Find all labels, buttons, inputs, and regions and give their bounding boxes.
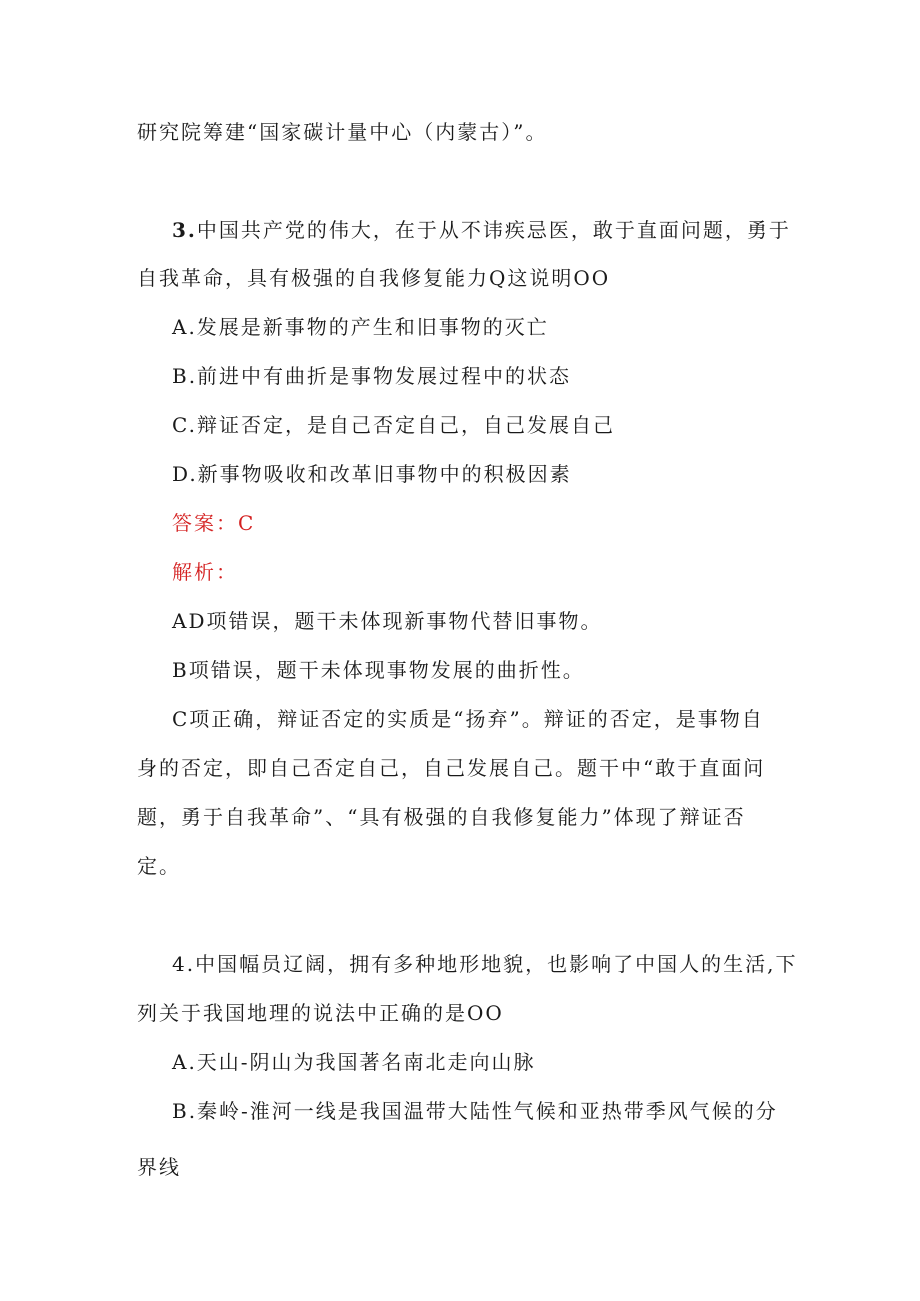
question-3-answer bbox=[172, 509, 255, 537]
question-3-analysis-2: B项错误，题干未体现事物发展的曲折性。 bbox=[172, 658, 585, 682]
question-4-option-b-line-1: B.秦岭-淮河一线是我国温带大陆性气候和亚热带季风气候的分 bbox=[172, 1099, 778, 1123]
question-3-stem-line-2: 自我革命，具有极强的自我修复能力Q这说明OO bbox=[137, 266, 611, 290]
intro-text: 研究院筹建“国家碳计量中心（内蒙古）”。 bbox=[137, 120, 548, 144]
question-3-analysis-3-line-2: 身的否定，即自己否定自己，自己发展自己。题干中“敢于直面问 bbox=[137, 756, 766, 780]
question-3-option-d: D.新事物吸收和改革旧事物中的积极因素 bbox=[172, 462, 572, 486]
question-3-option-c: C.辩证否定，是自己否定自己，自己发展自己 bbox=[172, 413, 615, 437]
question-3-analysis-label: 解析： bbox=[172, 560, 238, 584]
question-3-option-a: A.发展是新事物的产生和旧事物的灭亡 bbox=[172, 315, 549, 339]
question-3-stem-text: 中国共产党的伟大，在于从不讳疾忌医，敢于直面问题，勇于 bbox=[196, 218, 791, 242]
answer-label: 答案： bbox=[172, 511, 238, 535]
question-4-option-b-line-2: 界线 bbox=[137, 1155, 181, 1179]
question-4-stem-line-1: 4.中国幅员辽阔，拥有多种地形地貌，也影响了中国人的生活,下 bbox=[172, 952, 798, 976]
question-3-analysis-1: AD项错误，题干未体现新事物代替旧事物。 bbox=[172, 609, 603, 633]
answer-value: C bbox=[238, 511, 256, 535]
question-4-stem-line-2: 列关于我国地理的说法中正确的是OO bbox=[137, 1001, 504, 1025]
question-3-option-b: B.前进中有曲折是事物发展过程中的状态 bbox=[172, 364, 572, 388]
question-3-analysis-3-line-1: C项正确，辩证否定的实质是“扬弃”。辩证的否定，是事物自 bbox=[172, 707, 764, 731]
question-3-number: 3. bbox=[172, 218, 197, 242]
question-3-analysis-3-line-4: 定。 bbox=[137, 854, 181, 878]
question-3-analysis-3-line-3: 题，勇于自我革命”、“具有极强的自我修复能力”体现了辩证否 bbox=[137, 805, 746, 829]
question-3-stem-line-1 bbox=[172, 216, 791, 244]
question-4-option-a: A.天山-阴山为我国著名南北走向山脉 bbox=[172, 1050, 536, 1074]
